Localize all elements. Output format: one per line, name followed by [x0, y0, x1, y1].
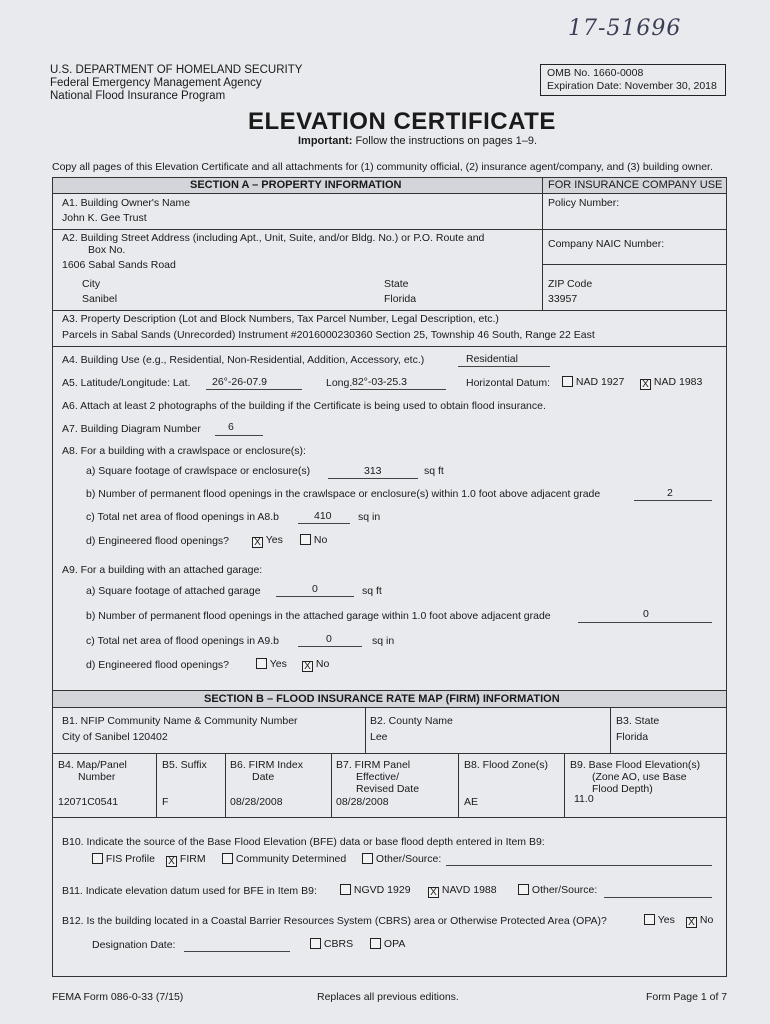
b12-yes-checkbox[interactable]: [644, 914, 655, 925]
a9b-value[interactable]: 0: [643, 608, 649, 620]
ngvd-checkbox[interactable]: [340, 884, 351, 895]
b9-label-line1: B9. Base Flood Elevation(s): [570, 759, 701, 771]
b5-suffix[interactable]: F: [162, 796, 169, 808]
a9c-unit: sq in: [372, 635, 395, 647]
b6-label-line2: Date: [252, 771, 275, 783]
a8c-label: c) Total net area of flood openings in A8.b: [86, 511, 280, 523]
a9a-value[interactable]: 0: [312, 583, 318, 595]
opa-option[interactable]: [370, 938, 405, 950]
b7-label: [336, 759, 419, 795]
nad1983-option[interactable]: [640, 376, 702, 390]
a9d-no-label: No: [315, 658, 330, 670]
a4-label: A4. Building Use (e.g., Residential, Non-Residential, Addition, Accessory, etc.): [62, 354, 425, 366]
fis-label: FIS Profile: [105, 853, 155, 865]
b9-label-line2: (Zone AO, use Base: [592, 771, 687, 783]
b12-label: B12. Is the building located in a Coastal Barrier Resources System (CBRS) area or Otherwise Protected Area (OPA)?: [62, 915, 607, 927]
cbrs-option[interactable]: [310, 938, 353, 950]
navd-checkbox[interactable]: X: [428, 887, 439, 898]
b4-label: [58, 759, 127, 783]
b6-firm-index-date[interactable]: 08/28/2008: [230, 796, 283, 808]
b12-no-label: No: [699, 914, 714, 926]
cbrs-label: CBRS: [323, 938, 354, 950]
state-value[interactable]: Florida: [384, 293, 417, 305]
a9d-yes-option[interactable]: [256, 658, 287, 670]
b7-label-line2: Effective/: [356, 771, 399, 783]
section-b-header: SECTION B – FLOOD INSURANCE RATE MAP (FIRM) INFORMATION: [204, 693, 560, 705]
other-source-option[interactable]: [362, 853, 441, 865]
a8a-label: a) Square footage of crawlspace or enclosure(s): [86, 465, 311, 477]
ngvd-label: NGVD 1929: [353, 884, 411, 896]
important-note: [298, 135, 537, 147]
b7-label-line1: B7. FIRM Panel: [336, 759, 411, 771]
a3-property-description[interactable]: Parcels in Sabal Sands (Unrecorded) Instrument #2016000230360 Section 25, Township 46 South, Range 22 East: [62, 329, 595, 341]
a5-datum-label: Horizontal Datum:: [466, 377, 551, 389]
a1-label: A1. Building Owner's Name: [62, 197, 191, 209]
b7-firm-panel-date[interactable]: 08/28/2008: [336, 796, 389, 808]
footer-form-number: FEMA Form 086-0-33 (7/15): [52, 991, 184, 1003]
firm-label: FIRM: [179, 853, 206, 865]
a9-label: A9. For a building with an attached garage:: [62, 564, 263, 576]
opa-checkbox[interactable]: [370, 938, 381, 949]
b9-label: [570, 759, 700, 795]
firm-checkbox[interactable]: X: [166, 856, 177, 867]
a8d-no-label: No: [313, 534, 328, 546]
designation-date-label: Designation Date:: [92, 939, 176, 951]
footer-replaces: Replaces all previous editions.: [317, 991, 459, 1003]
a8d-yes-label: Yes: [265, 534, 283, 546]
nad1927-option[interactable]: [562, 376, 624, 388]
other-source-label: Other/Source:: [375, 853, 442, 865]
b6-label: [230, 759, 303, 783]
nad1927-checkbox[interactable]: [562, 376, 573, 387]
copy-instructions: Copy all pages of this Elevation Certificate and all attachments for (1) community official, (2) insurance agent/company, and (3) building owner.: [52, 161, 713, 173]
a8d-no-checkbox[interactable]: [300, 534, 311, 545]
b2-label: B2. County Name: [370, 715, 453, 727]
b1-community[interactable]: City of Sanibel 120402: [62, 731, 168, 743]
cbrs-checkbox[interactable]: [310, 938, 321, 949]
b3-state[interactable]: Florida: [616, 731, 649, 743]
a8d-label: d) Engineered flood openings?: [86, 535, 230, 547]
a9c-label: c) Total net area of flood openings in A9.b: [86, 635, 280, 647]
agency-header: [50, 64, 302, 103]
a8b-label: b) Number of permanent flood openings in the crawlspace or enclosure(s) within 1.0 foot above adjacent grade: [86, 488, 601, 500]
b5-label: B5. Suffix: [162, 759, 207, 771]
agency-nfip: National Flood Insurance Program: [50, 90, 226, 102]
a7-label: A7. Building Diagram Number: [62, 423, 201, 435]
city-value[interactable]: Sanibel: [82, 293, 118, 305]
a8d-yes-option[interactable]: [252, 534, 283, 548]
b8-flood-zone[interactable]: AE: [464, 796, 479, 808]
policy-number-field[interactable]: Policy Number:: [548, 197, 620, 209]
zip-value[interactable]: 33957: [548, 293, 578, 305]
a8c-value[interactable]: 410: [314, 510, 332, 522]
fis-checkbox[interactable]: [92, 853, 103, 864]
community-determined-label: Community Determined: [235, 853, 347, 865]
a8a-value[interactable]: 313: [364, 465, 382, 477]
b12-no-checkbox[interactable]: X: [686, 917, 697, 928]
navd-option[interactable]: [428, 884, 497, 898]
other-source-checkbox[interactable]: [362, 853, 373, 864]
nad1983-checkbox[interactable]: X: [640, 379, 651, 390]
omb-expiration: Expiration Date: November 30, 2018: [547, 80, 717, 92]
a7-diagram-number[interactable]: 6: [228, 421, 234, 433]
b12-no-option[interactable]: [686, 914, 713, 928]
other-datum-option[interactable]: [518, 884, 597, 896]
b2-county[interactable]: Lee: [370, 731, 388, 743]
a5-longitude[interactable]: 82°-03-25.3: [352, 376, 407, 388]
a3-label: A3. Property Description (Lot and Block Numbers, Tax Parcel Number, Legal Description, etc.): [62, 313, 499, 325]
other-datum-checkbox[interactable]: [518, 884, 529, 895]
navd-label: NAVD 1988: [441, 884, 497, 896]
community-determined-option[interactable]: [222, 853, 346, 865]
a8b-value[interactable]: 2: [667, 487, 673, 499]
a9d-yes-label: Yes: [269, 658, 287, 670]
a8a-unit: sq ft: [424, 465, 444, 477]
a2-label-line2: Box No.: [88, 244, 126, 256]
a2-street-address[interactable]: 1606 Sabal Sands Road: [62, 259, 176, 271]
designation-date-field[interactable]: [184, 951, 290, 952]
a8-label: A8. For a building with a crawlspace or enclosure(s):: [62, 445, 306, 457]
b9-base-flood-elevation[interactable]: 11.0: [574, 793, 594, 805]
a5-long-label: Long.: [326, 377, 353, 389]
b3-label: B3. State: [616, 715, 660, 727]
a9a-label: a) Square footage of attached garage: [86, 585, 261, 597]
footer-page-number: Form Page 1 of 7: [646, 991, 728, 1003]
city-label: City: [82, 278, 101, 290]
insurance-company-header: FOR INSURANCE COMPANY USE: [548, 179, 723, 191]
fis-option[interactable]: [92, 853, 155, 865]
a4-building-use[interactable]: Residential: [466, 353, 518, 365]
a9d-no-checkbox[interactable]: X: [302, 661, 313, 672]
a2-label: [62, 232, 484, 256]
b1-label: B1. NFIP Community Name & Community Number: [62, 715, 298, 727]
a9d-label: d) Engineered flood openings?: [86, 659, 230, 671]
firm-option[interactable]: [166, 853, 206, 867]
a5-label: A5. Latitude/Longitude: Lat.: [62, 377, 191, 389]
a5-latitude[interactable]: 26°-26-07.9: [212, 376, 267, 388]
a9c-value[interactable]: 0: [326, 633, 332, 645]
a2-label-line1: A2. Building Street Address (including Apt., Unit, Suite, and/or Bldg. No.) or P.O. Route and: [62, 232, 485, 244]
ngvd-option[interactable]: [340, 884, 411, 896]
a9b-label: b) Number of permanent flood openings in the attached garage within 1.0 foot above adjacent grade: [86, 610, 551, 622]
omb-box: [540, 64, 726, 96]
a9d-no-option[interactable]: [302, 658, 329, 672]
nad1927-label: NAD 1927: [575, 376, 625, 388]
b4-label-line2: Number: [78, 771, 116, 783]
a9d-yes-checkbox[interactable]: [256, 658, 267, 669]
a6-label: A6. Attach at least 2 photographs of the building if the Certificate is being used to obtain flood insurance.: [62, 400, 546, 412]
a8c-unit: sq in: [358, 511, 381, 523]
nad1983-label: NAD 1983: [653, 376, 703, 388]
community-determined-checkbox[interactable]: [222, 853, 233, 864]
a9a-unit: sq ft: [362, 585, 382, 597]
a8d-yes-checkbox[interactable]: X: [252, 537, 263, 548]
omb-number: OMB No. 1660-0008: [547, 67, 644, 79]
important-text: Follow the instructions on pages 1–9.: [355, 135, 538, 147]
b4-label-line1: B4. Map/Panel: [58, 759, 127, 771]
opa-label: OPA: [383, 938, 406, 950]
handwritten-file-number: 17-51696: [568, 16, 682, 41]
b7-label-line3: Revised Date: [356, 783, 420, 795]
agency-dhs: U.S. DEPARTMENT OF HOMELAND SECURITY: [50, 64, 303, 76]
b11-label: B11. Indicate elevation datum used for BFE in Item B9:: [62, 885, 317, 897]
zip-label: ZIP Code: [548, 278, 593, 290]
a1-owner-name[interactable]: John K. Gee Trust: [62, 212, 147, 224]
form-title: ELEVATION CERTIFICATE: [248, 108, 556, 135]
a8d-no-option[interactable]: [300, 534, 327, 546]
b12-yes-label: Yes: [657, 914, 675, 926]
agency-fema: Federal Emergency Management Agency: [50, 77, 262, 89]
b10-label: B10. Indicate the source of the Base Flood Elevation (BFE) data or base flood depth entered in Item B9:: [62, 836, 545, 848]
company-naic-field[interactable]: Company NAIC Number:: [548, 238, 665, 250]
b4-map-panel-number[interactable]: 12071C0541: [58, 796, 119, 808]
b8-label: B8. Flood Zone(s): [464, 759, 549, 771]
b9-label-line3: Flood Depth): [592, 783, 653, 795]
state-label: State: [384, 278, 409, 290]
important-label: Important:: [298, 135, 353, 147]
b6-label-line1: B6. FIRM Index: [230, 759, 303, 771]
other-datum-label: Other/Source:: [531, 884, 598, 896]
section-a-header: SECTION A – PROPERTY INFORMATION: [190, 179, 402, 191]
b12-yes-option[interactable]: [644, 914, 675, 926]
